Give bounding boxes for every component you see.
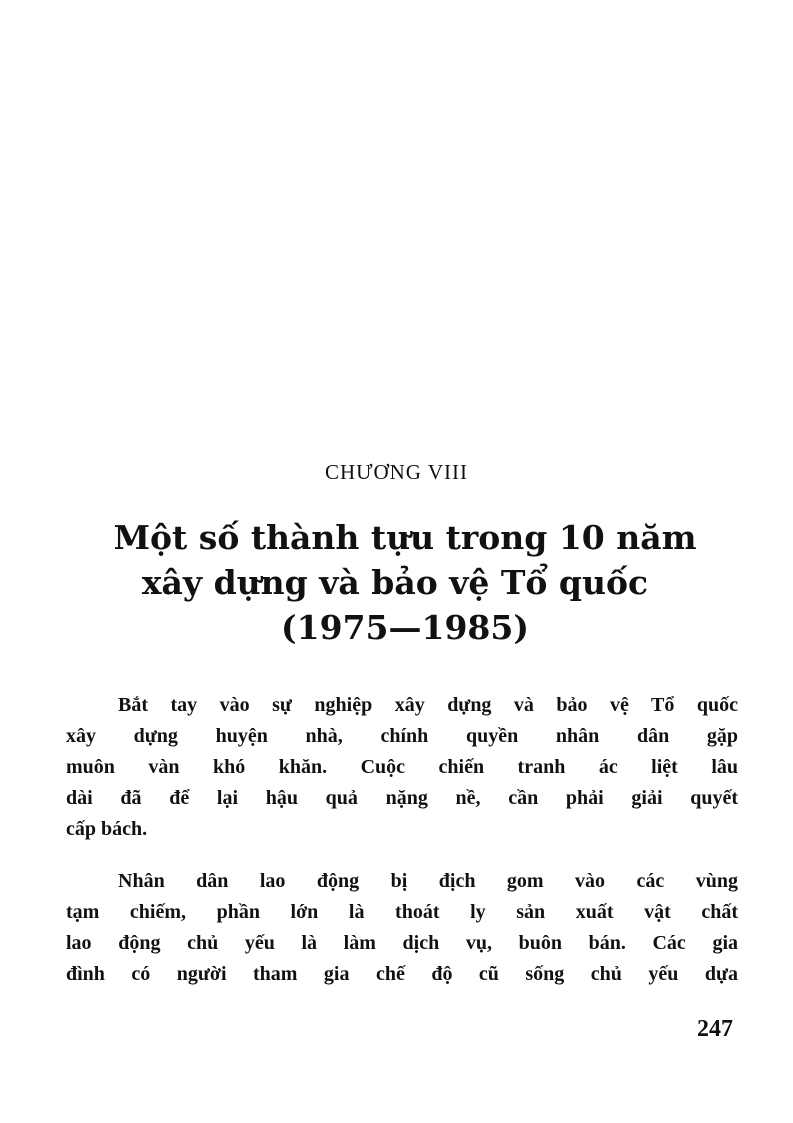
title-line-3: (1975—1985): [281, 608, 529, 647]
chapter-label: CHƯƠNG VIII: [325, 460, 468, 484]
paragraph-line: Bắt tay vào sự nghiệp xây dựng và bảo vệ Tổ quốc: [118, 694, 738, 716]
title-line-2: xây dựng và bảo vệ Tổ quốc: [141, 563, 649, 602]
paragraph-2: [66, 866, 738, 990]
paragraph-line: muôn vàn khó khăn. Cuộc chiến tranh ác liệt lâu: [66, 756, 738, 778]
paragraph-line: xây dựng huyện nhà, chính quyền nhân dân gặp: [66, 725, 738, 747]
paragraph-line: lao động chủ yếu là làm dịch vụ, buôn bán. Các gia: [66, 932, 738, 954]
paragraph-line: đình có người tham gia chế độ cũ sống chủ yếu dựa: [66, 963, 738, 985]
paragraph-line: cấp bách.: [66, 818, 148, 840]
paragraph-line: Nhân dân lao động bị địch gom vào các vùng: [118, 870, 738, 892]
paragraph-line: dài đã để lại hậu quả nặng nề, cần phải giải quyết: [66, 787, 738, 809]
paragraph-1: [66, 690, 738, 845]
paragraph-line: tạm chiếm, phần lớn là thoát ly sản xuất vật chất: [66, 901, 738, 923]
chapter-title: [0, 515, 793, 650]
title-line-1: Một số thành tựu trong 10 năm: [113, 518, 697, 557]
page-number: 247: [697, 1016, 733, 1042]
